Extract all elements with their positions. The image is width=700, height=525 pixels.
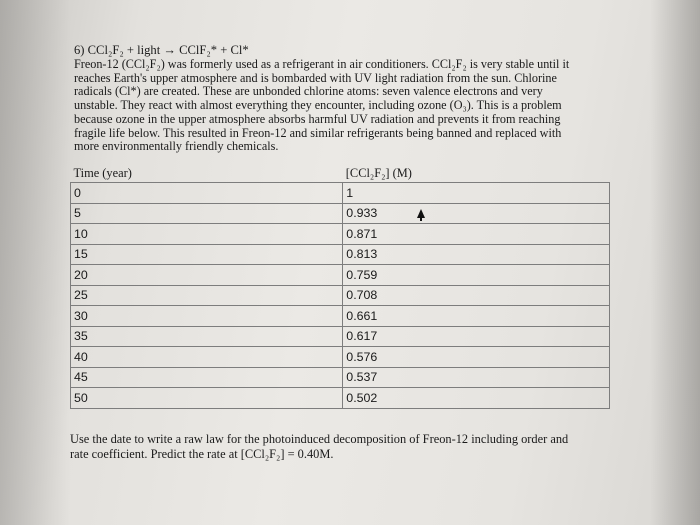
table-row: [71, 285, 610, 306]
problem-line: radicals (Cl*) are created. These are unbonded chlorine atoms: seven valence electrons and very: [74, 84, 543, 99]
right-shadow: [650, 0, 700, 525]
problem-line: Freon-12 (CCl₂F₂) was formerly used as a refrigerant in air conditioners. CCl₂F₂ is very stable until it: [74, 56, 570, 71]
table-header-row: [71, 164, 610, 183]
concentration-cell: 1: [343, 183, 610, 204]
time-cell: 10: [71, 224, 343, 245]
time-cell: 20: [71, 265, 343, 286]
time-cell: 15: [71, 244, 343, 265]
table-row: [71, 388, 610, 409]
concentration-column-header: [CCl₂F₂] (M): [343, 164, 610, 183]
concentration-cell: 0.576: [343, 347, 610, 368]
problem-line: unstable. They react with almost everything they encounter, including ozone (O₃). This is a problem: [74, 98, 562, 112]
table-row: [71, 367, 610, 388]
question-prompt: [70, 432, 630, 461]
problem-header: 6) CCl₂F₂ + light → CClF₂* + Cl*: [74, 43, 249, 57]
table-row: [71, 265, 610, 286]
concentration-cell: 0.933: [343, 203, 610, 224]
problem-line: fragile life below. This resulted in Freon-12 and similar refrigerants being banned and replaced with: [74, 125, 562, 140]
problem-line: because ozone in the upper atmosphere absorbs harmful UV radiation and prevents it from reaching: [74, 111, 561, 126]
concentration-cell: 0.759: [343, 265, 610, 286]
concentration-cell: 0.502: [343, 388, 610, 409]
time-cell: 30: [71, 306, 343, 327]
concentration-cell: 0.708: [343, 285, 610, 306]
table-row: [71, 326, 610, 347]
time-cell: 5: [71, 203, 343, 224]
concentration-cell: 0.617: [343, 326, 610, 347]
time-cell: 25: [71, 285, 343, 306]
table-row: [71, 347, 610, 368]
table-row: [71, 224, 610, 245]
question-line: Use the date to write a raw law for the photoinduced decomposition of Freon-12 including order and: [70, 432, 569, 446]
concentration-cell: 0.813: [343, 244, 610, 265]
table-row: [71, 244, 610, 265]
question-line: rate coefficient. Predict the rate at [CCl₂F₂] = 0.40M.: [70, 446, 334, 461]
left-shadow: [0, 0, 70, 525]
concentration-cell: 0.661: [343, 306, 610, 327]
mouse-pointer-tail-icon: [420, 216, 422, 221]
time-cell: 45: [71, 367, 343, 388]
time-cell: 50: [71, 388, 343, 409]
problem-statement: [74, 44, 614, 154]
concentration-table: [70, 164, 610, 409]
table-row: [71, 203, 610, 224]
table-row: [71, 306, 610, 327]
problem-line: reaches Earth's upper atmosphere and is bombarded with UV light radiation from the sun. Chlorine: [74, 70, 557, 85]
time-column-header: Time (year): [71, 164, 343, 183]
concentration-cell: 0.871: [343, 224, 610, 245]
time-cell: 0: [71, 183, 343, 204]
concentration-cell: 0.537: [343, 367, 610, 388]
problem-line: more environmentally friendly chemicals.: [74, 139, 279, 154]
time-cell: 40: [71, 347, 343, 368]
time-cell: 35: [71, 326, 343, 347]
table-row: [71, 183, 610, 204]
